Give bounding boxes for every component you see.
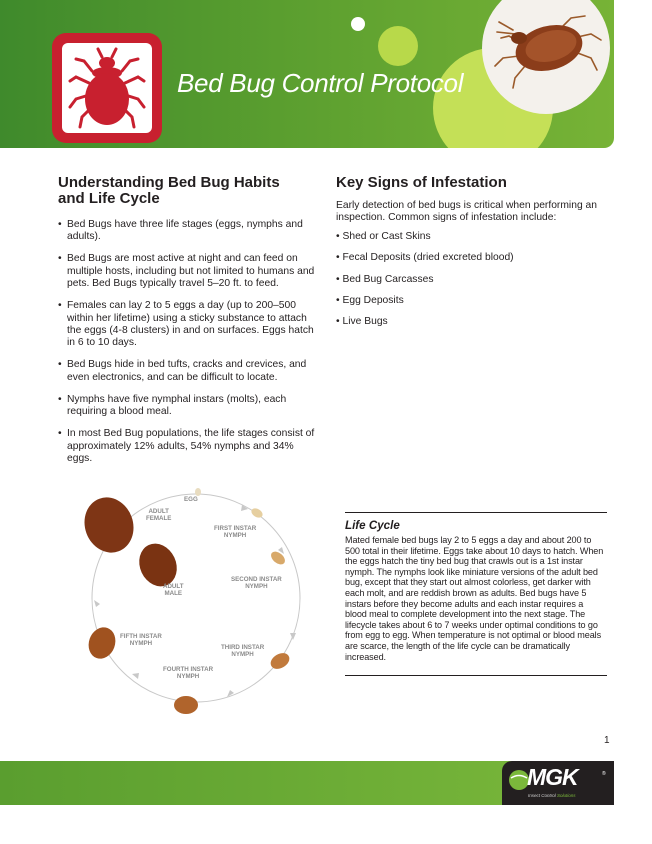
bed-bug-photo xyxy=(479,0,614,115)
adult-female-label: ADULT FEMALE xyxy=(146,508,172,522)
fifth-instar-label: FIFTH INSTAR NYMPH xyxy=(120,633,162,647)
list-item: • Shed or Cast Skins xyxy=(336,230,431,242)
signs-heading: Key Signs of Infestation xyxy=(336,174,507,191)
first-instar-label: FIRST INSTAR NYMPH xyxy=(214,525,257,539)
list-item: • Live Bugs xyxy=(336,316,388,328)
bed-bug-logo xyxy=(52,33,162,143)
list-item: • Females can lay 2 to 5 eggs a day (up to 200–500 within her lifetime) using a sticky substance to attach the eggs (4-8 clusters) in and on surfaces. Eggs hatch in 6 to 10 days. xyxy=(58,300,320,350)
page-title: Bed Bug Control Protocol xyxy=(177,68,464,98)
signs-list xyxy=(336,231,606,329)
habits-list xyxy=(58,219,320,465)
list-item: • Bed Bugs hide in bed tufts, cracks and crevices, and even electronics, and can be difficult to locate. xyxy=(58,359,320,384)
life-cycle-title: Life Cycle xyxy=(345,519,400,532)
list-item: • Bed Bug Carcasses xyxy=(336,273,434,285)
list-item: • Bed Bugs have three life stages (eggs, nymphs and adults). xyxy=(58,219,320,244)
signs-intro: Early detection of bed bugs is critical when performing an inspection. Common signs of infestation include: xyxy=(336,200,597,224)
brand-tagline: Insect Control Solutions xyxy=(528,793,576,798)
list-item: • Nymphs have five nymphal instars (molts), each requiring a blood meal. xyxy=(58,394,320,419)
registered-mark: ® xyxy=(602,771,606,777)
brand-name: MGK xyxy=(527,764,578,790)
list-item: • In most Bed Bug populations, the life stages consist of approximately 12% adults, 54% nymphs and 34% eggs. xyxy=(58,428,320,465)
decorative-circle xyxy=(378,26,418,66)
life-cycle-text: Mated female bed bugs lay 2 to 5 eggs a day and about 200 to 500 total in their lifetime. Eggs take about 10 days to hatch. When the eggs hatch the tiny bed bug that crawls out is a 1st instar nymph. The nymphs look like miniature versions of the adult bed bug, except that they start out almost colorless, get darker with each molt, and are reddish brown as adults. Bed bugs have 5 instars before they become adults and each instar requires a blood meal to complete development into the next stage. The lifecycle takes about 6 to 7 weeks under optimal conditions to go from egg to egg. When temperature is not optimal or blood meals are scarce, the length of the life cycle can be dramatically increased. xyxy=(345,535,604,662)
page-number: 1 xyxy=(604,735,610,746)
signs-section xyxy=(336,174,606,338)
decorative-circle xyxy=(351,17,365,31)
habits-section xyxy=(58,175,320,475)
bed-bug-icon xyxy=(62,43,152,133)
egg-label: EGG xyxy=(184,496,198,503)
list-item: • Bed Bugs are most active at night and can feed on multiple hosts, including but not limited to humans and pets. Bed Bugs typically travel 5–20 ft. to feed. xyxy=(58,253,320,290)
life-cycle-box xyxy=(345,512,607,676)
list-item: • Fecal Deposits (dried excreted blood) xyxy=(336,252,514,264)
list-item: • Egg Deposits xyxy=(336,295,404,307)
third-instar-label: THIRD INSTAR NYMPH xyxy=(221,644,265,658)
habits-heading: Understanding Bed Bug Habits and Life Cycle xyxy=(58,174,280,207)
fourth-instar-label: FOURTH INSTAR NYMPH xyxy=(163,666,214,680)
life-cycle-diagram xyxy=(74,483,324,723)
adult-male-label: ADULT MALE xyxy=(163,583,184,597)
second-instar-label: SECOND INSTAR NYMPH xyxy=(231,576,282,590)
